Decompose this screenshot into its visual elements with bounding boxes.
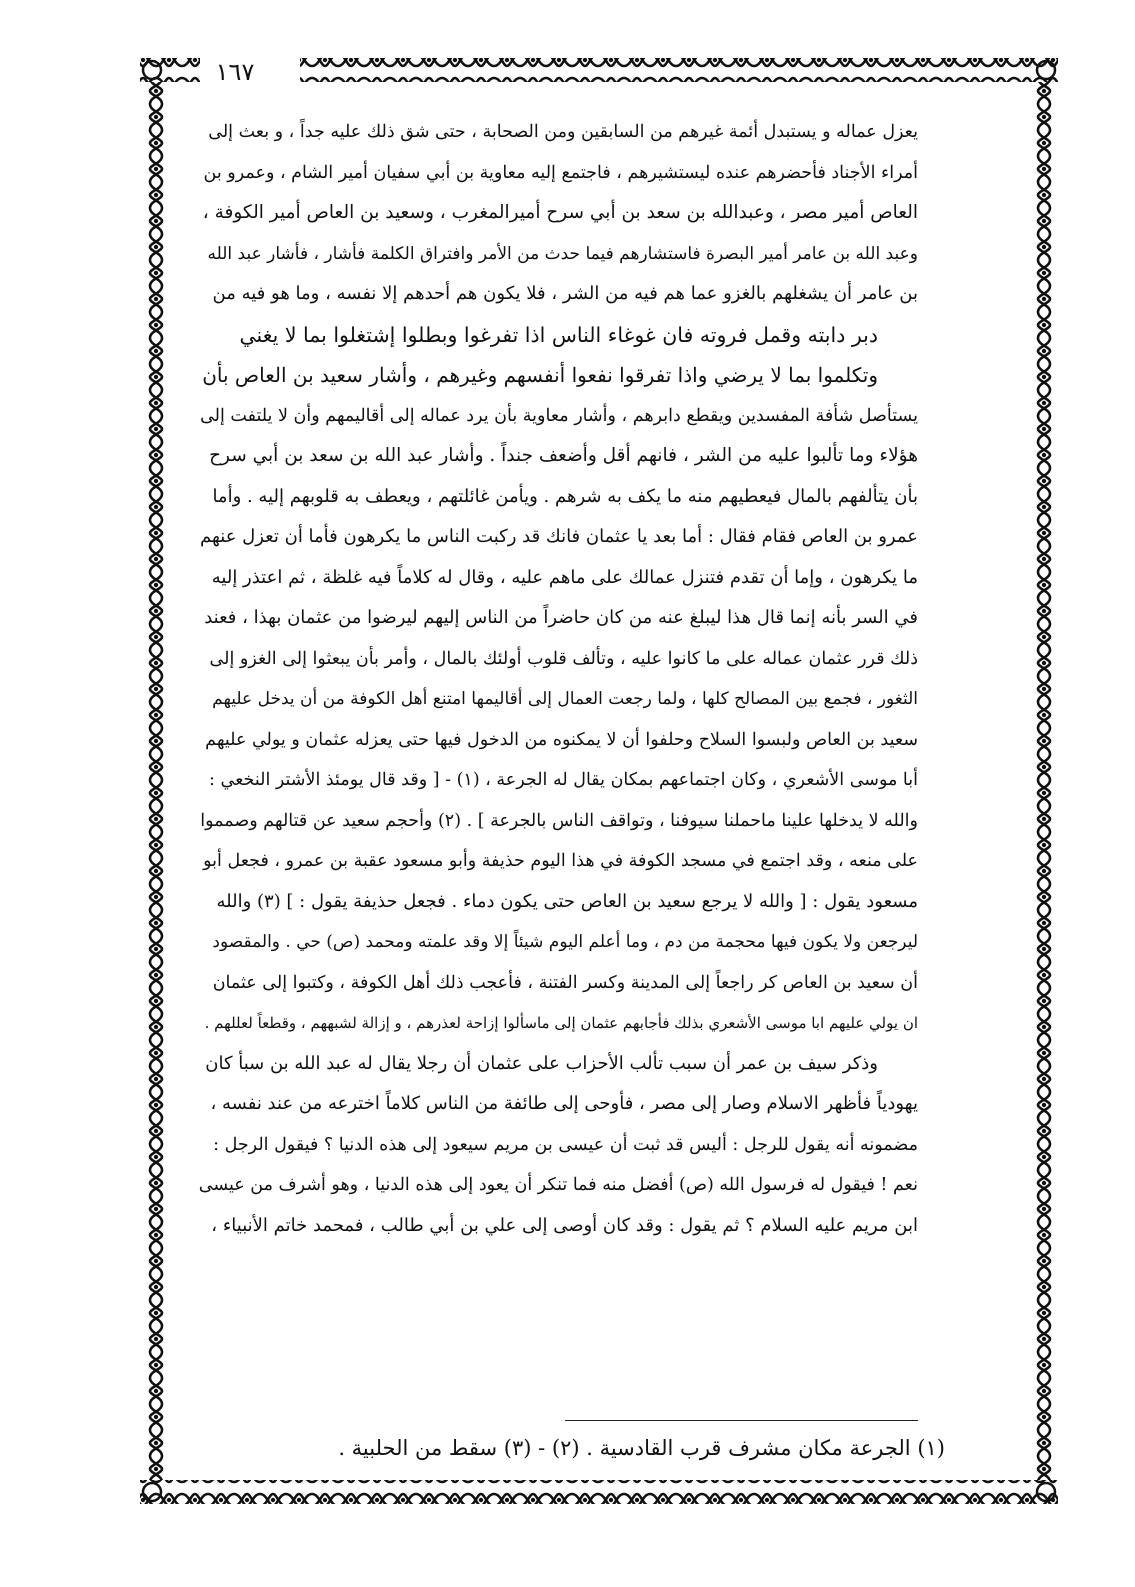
text-line: مضمونه أنه يقول للرجل : أليس قد ثبت أن عيسى بن مريم سيعود إلى هذه الدنيا ؟ فيقول الرجل : (213, 1134, 918, 1155)
text-line: يعزل عماله و يستبدل أئمة غيرهم من السابقين ومن الصحابة ، حتى شق ذلك عليه جداً ، و بعث إلى (208, 122, 918, 142)
text-line: على منعه ، وقد اجتمع في مسجد الكوفة في هذا اليوم حذيفة وأبو مسعود عقبة بن عمرو ، فجعل أبو (203, 851, 918, 871)
text-line: وعبد الله بن عامر أمير البصرة فاستشارهم فيما حدث من الأمر وافتراق الكلمة فأشار ، فأشار عبد الله (207, 243, 918, 264)
text-line: نعم ! فيقول له فرسول الله (ص) أفضل منه فما تنكر أن يعود إلى هذه الدنيا ، وهو أشرف من عيسى (198, 1175, 918, 1195)
text-line: بن عامر أن يشغلهم بالغزو عما هم فيه من الشر ، فلا يكون هم أحدهم إلا نفسه ، وما هو فيه من (212, 283, 918, 304)
text-line: ذلك قرر عثمان عماله على ما كانوا عليه ، وتألف قلوب أولئك بالمال ، وأمر بأن يبعثوا إلى الغزو إلى (209, 648, 918, 669)
text-line: في السر بأنه إنما قال هذا ليبلغ عنه من كان حاضراً من الناس إليهم ليرضوا من عثمان بهذا ، فعند (204, 607, 918, 628)
text-line: الثغور ، فجمع بين المصالح كلها ، ولما رجعت العمال إلى أقاليمها امتنع أهل الكوفة من أن يدخل عليهم (212, 689, 918, 709)
text-line: أبا موسى الأشعري ، وكان اجتماعهم بمكان يقال له الجرعة ، (١) - [ وقد قال يومئذ الأشتر النخعي : (209, 770, 918, 790)
text-line: العاص أمير مصر ، وعبدالله بن سعد بن أبي سرح أميرالمغرب ، وسعيد بن العاص أمير الكوفة ، (202, 202, 918, 223)
text-line: وتكلموا بما لا يرضي واذا تفرقوا نفعوا أنفسهم وغيرهم ، وأشار سعيد بن العاص بأن (202, 363, 878, 387)
border-bottom (140, 1480, 1058, 1504)
text-line: ما يكرهون ، وإما أن تقدم فتنزل عمالك على ماهم عليه ، وقال له كلاماً فيه غلظة ، ثم اعتذر إليه (211, 566, 918, 588)
text-line: سعيد بن العاص ولبسوا السلاح وحلفوا أن لا يمكنوه من الدخول فيها حتى يعزله عثمان و يولي عليهم (205, 729, 918, 750)
text-line: أن سعيد بن العاص كر راجعاً إلى المدينة وكسر الفتنة ، فأعجب ذلك أهل الكوفة ، وكتبوا إلى عثمان (212, 972, 918, 993)
border-left (140, 82, 164, 1480)
page-number: ١٦٧ (215, 58, 255, 86)
border-top-right (300, 58, 1058, 82)
footnote-divider (565, 1420, 918, 1421)
text-line: يستأصل شأفة المفسدين ويقطع دابرهم ، وأشار معاوية بأن يرد عماله إلى أقاليمهم وأن لا يلتفت إلى (200, 405, 918, 426)
text-line: ليرجعن ولا يكون فيها محجمة من دم ، وما أعلم اليوم شيئاً إلا وقد علمته ومحمد (ص) حي . والمقصود (212, 932, 918, 952)
text-line: وذكر سيف بن عمر أن سبب تألب الأحزاب على عثمان أن رجلا يقال له عبد الله بن سبأ كان (205, 1052, 878, 1074)
text-line: هؤلاء وما تألبوا عليه من الشر ، فانهم أقل وأضعف جنداً . وأشار عبد الله بن سعد بن أبي سرح (209, 445, 918, 466)
border-right (1034, 82, 1058, 1480)
text-line: مسعود يقول : [ والله لا يرجع سعيد بن العاص حتى يكون دماء . فجعل حذيفة يقول : ] (٣) والله (216, 890, 918, 912)
body-text (198, 112, 918, 1412)
text-line: عمرو بن العاص فقام فقال : أما بعد يا عثمان فانك قد ركبت الناس ما يكرهون فأما أن تعزل عنهم (200, 526, 918, 547)
text-line: والله لا يدخلها علينا ماحملنا سيوفنا ، وتواقف الناس بالجرعة ] . (٢) وأحجم سعيد عن قتالهم وصمموا (200, 810, 918, 831)
text-line: يهودياً فأظهر الاسلام وصار إلى مصر ، فأوحى إلى طائفة من الناس كلاماً اخترعه من عند نفسه ، (210, 1093, 918, 1114)
text-line: دبر دابته وقمل فروته فان غوغاء الناس اذا تفرغوا وبطلوا إشتغلوا بما لا يغني (239, 322, 878, 347)
text-line: أمراء الأجناد فأحضرهم عنده ليستشيرهم ، فاجتمع إليه معاوية بن أبي سفيان أمير الشام ، وعمرو بن (203, 162, 918, 183)
text-line: ابن مريم عليه السلام ؟ ثم يقول : وقد كان أوصى إلى علي بن أبي طالب ، فمحمد خاتم الأنبياء ، (211, 1214, 918, 1236)
text-line: ان يولي عليهم ابا موسى الأشعري بذلك فأجابهم عثمان إلى ماسألوا إزاحة لعذرهم ، و إزالة لشبههم ، وقطعاً لعللهم . (204, 1014, 918, 1032)
text-line: بأن يتألفهم بالمال فيعطيهم منه ما يكف به شرهم . ويأمن غائلتهم ، ويعطف به قلوبهم إليه . وأما (212, 485, 918, 507)
footnote: (١) الجرعة مكان مشرف قرب القادسية . (٢) - (٣) سقط من الحلبية . (338, 1436, 945, 1460)
